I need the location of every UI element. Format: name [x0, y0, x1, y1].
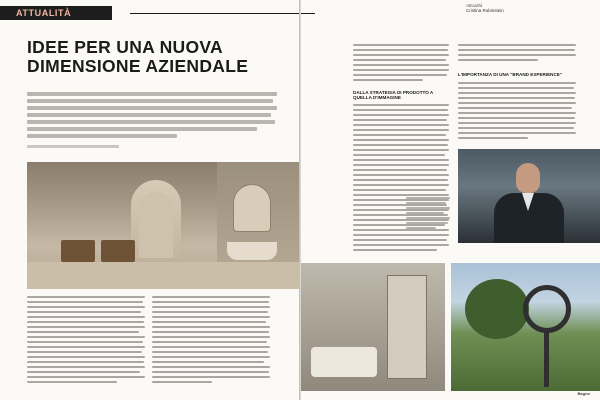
right-page — [301, 0, 600, 400]
executive-portrait-photo — [458, 149, 600, 243]
header-rule — [301, 13, 315, 14]
outdoor-shower-photo — [451, 263, 600, 391]
body-column-2 — [152, 296, 270, 392]
body-column-3 — [353, 44, 449, 88]
publication-logo: Bagno — [577, 391, 590, 396]
body-column-1 — [27, 296, 145, 392]
article-headline: IDEE PER UNA NUOVA DIMENSIONE AZIENDALE — [27, 37, 249, 76]
running-head-author: Cristina Rubinstein — [466, 8, 504, 13]
body-column-4 — [458, 44, 576, 68]
left-page — [0, 0, 299, 400]
portrait-caption — [406, 197, 450, 237]
shower-room-photo — [301, 263, 445, 391]
body-column-4b — [458, 82, 576, 146]
sub-heading-brand-experience: L'IMPORTANZA DI UNA "BRAND EXPERIENCE" — [458, 72, 563, 77]
article-lede — [27, 92, 277, 140]
sub-heading-strategy: DALLA STRATEGIA DI PRODOTTO A QUELLA D'IMMAGINE — [353, 90, 434, 101]
section-label: ATTUALITÀ — [16, 8, 72, 18]
bathroom-showroom-photo — [27, 162, 299, 289]
running-head-section: Attualità — [466, 3, 483, 8]
header-rule — [130, 13, 299, 14]
article-byline — [27, 145, 119, 148]
body-column-3b — [353, 104, 449, 262]
